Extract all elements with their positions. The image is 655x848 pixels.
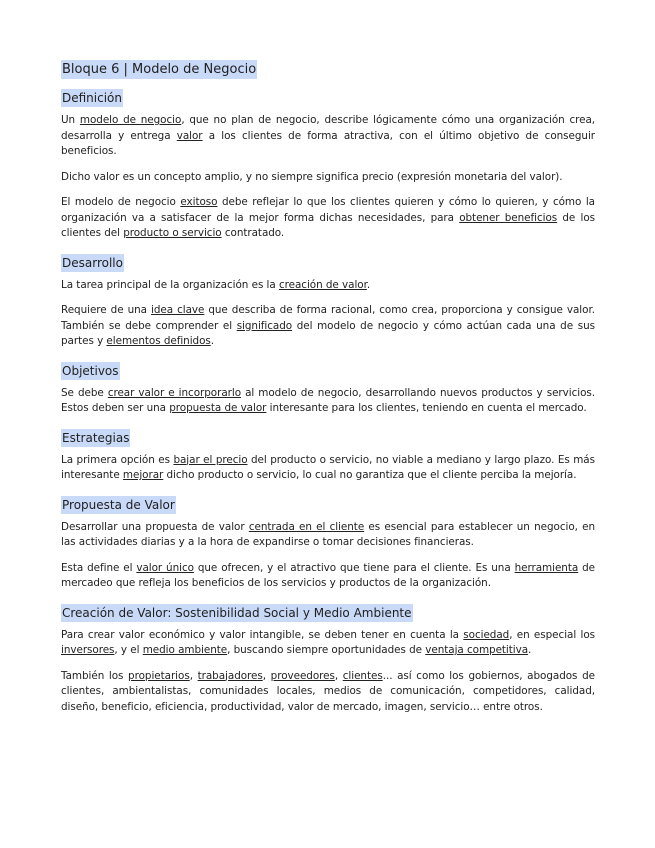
section-heading: Creación de Valor: Sostenibilidad Social y Medio Ambiente xyxy=(62,605,412,620)
section xyxy=(61,87,595,242)
underlined-term: crear valor e incorporarlo xyxy=(107,386,242,399)
section xyxy=(61,360,595,417)
underlined-term: significado xyxy=(236,319,293,332)
paragraph: La primera opción es bajar el precio del producto o servicio, no viable a mediano y largo plazo. Es más interesante mejorar dicho producto o servicio, lo cual no garantiza que el cliente perciba la mejoría. xyxy=(61,453,595,481)
section-heading: Propuesta de Valor xyxy=(62,497,175,512)
underlined-term: valor único xyxy=(136,561,194,574)
underlined-term: obtener beneficios xyxy=(459,211,558,224)
underlined-term: propuesta de valor xyxy=(169,402,267,414)
underlined-term: clientes xyxy=(342,669,383,682)
paragraph: Desarrollar una propuesta de valor centrada en el cliente es esencial para establecer un negocio, en las actividades diarias y a la hora de expandirse o tomar decisiones financieras. xyxy=(61,520,595,548)
underlined-term: herramienta xyxy=(514,561,579,574)
underlined-term: valor xyxy=(176,129,203,142)
section-heading: Objetivos xyxy=(62,363,119,378)
underlined-term: propietarios xyxy=(128,669,190,682)
section-heading: Desarrollo xyxy=(62,255,123,270)
underlined-term: inversores xyxy=(61,644,115,656)
paragraph: Un modelo de negocio, que no plan de negocio, describe lógicamente cómo una organización crea, desarrolla y entrega valor a los clientes de forma atractiva, con el último objetivo de conseguir beneficios. xyxy=(61,114,596,157)
paragraph: Esta define el valor único que ofrecen, y el atractivo que tiene para el cliente. Es una herramienta de mercadeo que refleja los beneficios de los servicios y productos de la organización. xyxy=(61,561,595,589)
underlined-term: proveedores xyxy=(270,669,335,682)
paragraph: Se debe crear valor e incorporarlo al modelo de negocio, desarrollando nuevos productos y servicios. Estos deben ser una propuesta de valor interesante para los clientes, teniendo en cuenta el mercado. xyxy=(61,386,596,414)
paragraph: Requiere de una idea clave que describa de forma racional, como crea, proporciona y consigue valor. También se debe comprender el significado del modelo de negocio y cómo actúan cada una de sus partes y elementos definidos. xyxy=(61,304,595,347)
section-heading: Definición xyxy=(62,91,122,105)
paragraph: El modelo de negocio exitoso debe reflejar lo que los clientes quieren y cómo lo quieren, y cómo la organización va a satisfacer de la mejor forma dichas necesidades, para obtener beneficios de los clientes del producto o servicio contratado. xyxy=(61,196,595,239)
document-title: Bloque 6 | Modelo de Negocio xyxy=(62,62,257,77)
section xyxy=(61,427,595,484)
underlined-term: elementos definidos xyxy=(106,335,211,347)
paragraph: Para crear valor económico y valor intangible, se deben tener en cuenta la sociedad, en especial los inversores, y el medio ambiente, buscando siempre oportunidades de ventaja competitiva. xyxy=(61,628,595,656)
paragraph: Dicho valor es un concepto amplio, y no siempre significa precio (expresión monetaria del valor). xyxy=(61,170,563,183)
underlined-term: sociedad xyxy=(463,628,510,641)
underlined-term: exitoso xyxy=(180,196,218,208)
section xyxy=(61,252,595,350)
document-page xyxy=(61,58,595,725)
section xyxy=(61,494,595,592)
underlined-term: creación de valor xyxy=(278,278,367,291)
underlined-term: idea clave xyxy=(151,304,205,316)
underlined-term: trabajadores xyxy=(197,669,263,682)
underlined-term: bajar el precio xyxy=(173,453,248,466)
paragraph: También los propietarios, trabajadores, proveedores, clientes... así como los gobiernos, abogados de clientes, ambientalistas, comunidades locales, medios de comunicación, competidores, calidad, diseño, beneficio, eficiencia, productividad, valor de mercado, imagen, servicio… entre otros. xyxy=(61,669,595,713)
underlined-term: ventaja competitiva xyxy=(425,644,529,656)
underlined-term: centrada en el cliente xyxy=(248,520,365,533)
underlined-term: mejorar xyxy=(122,469,164,481)
underlined-term: producto o servicio xyxy=(123,227,222,239)
paragraph: La tarea principal de la organización es la creación de valor. xyxy=(61,278,371,291)
underlined-term: modelo de negocio xyxy=(79,114,182,126)
underlined-term: medio ambiente xyxy=(142,644,228,656)
section xyxy=(61,602,595,716)
document-body xyxy=(61,87,595,715)
section-heading: Estrategias xyxy=(62,430,130,445)
